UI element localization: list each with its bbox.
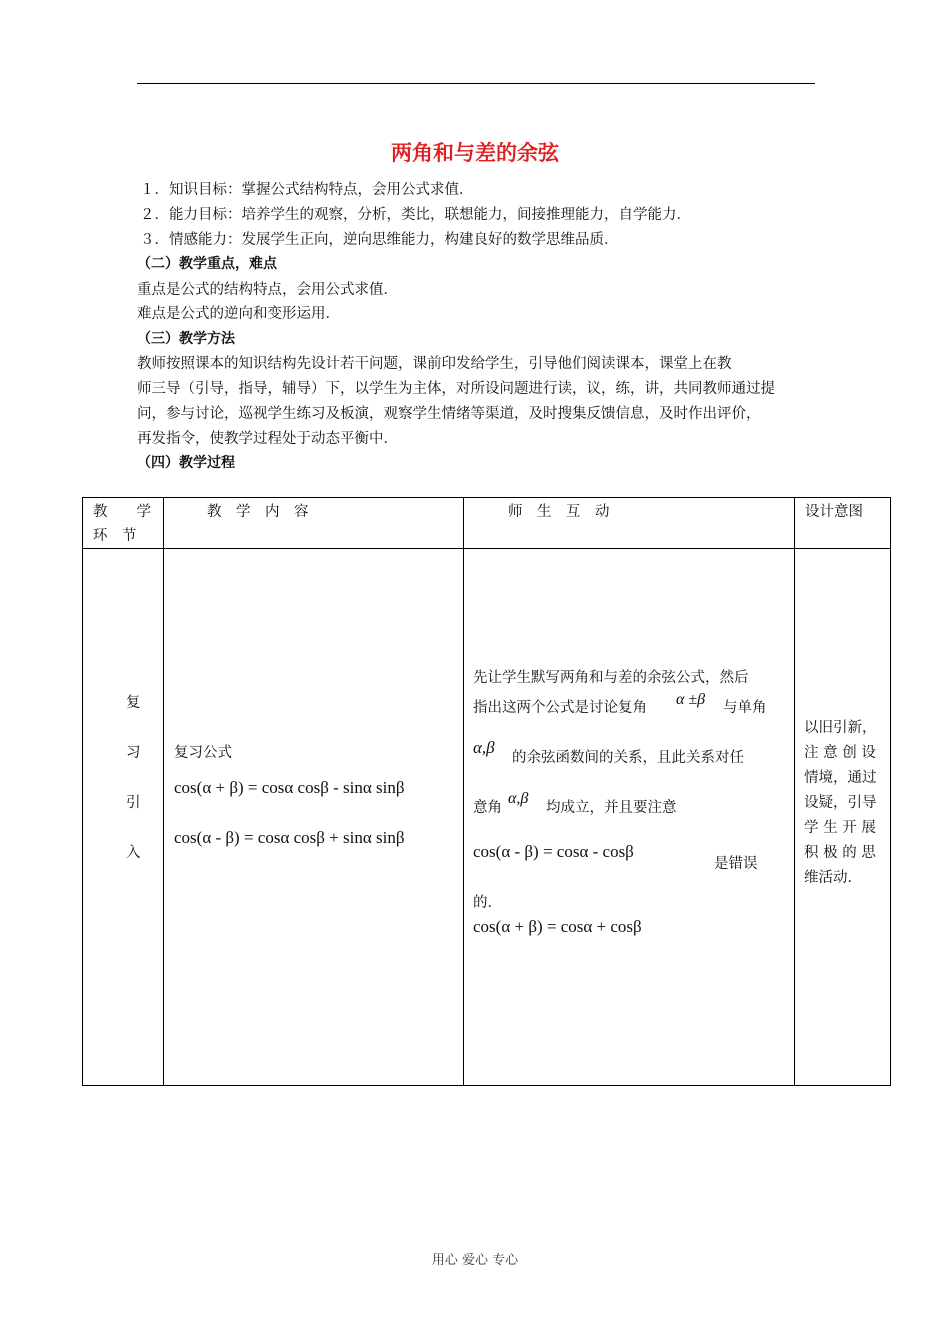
page-title: 两角和与差的余弦 [391,141,559,165]
wrong-note: 是错误 [714,856,758,872]
wrong-formula-sum: cos(α + β) = cosα + cosβ [473,917,642,936]
objective-3: ３．情感能力：发展学生正向，逆向思维能力，构建良好的数学思维品质． [140,232,619,248]
section4-heading: （四）教学过程 [137,455,235,471]
content-label: 复习公式 [174,745,232,761]
intent-line-1: 以旧引新， [804,720,877,736]
interaction-line-4-tail: 均成立，并且要注意 [546,800,677,816]
interaction-line-1: 先让学生默写两角和与差的余弦公式，然后 [473,670,749,686]
intent-cell [795,549,891,1086]
section3-heading: （三）教学方法 [137,331,235,347]
intent-line-4: 设疑，引导 [804,795,877,811]
method-line-4: 再发指令，使教学过程处于动态平衡中． [137,431,398,447]
key-point: 重点是公式的结构特点，会用公式求值． [137,282,398,298]
compound-angle: α ±β [676,691,706,708]
content-cell [164,549,464,1086]
page-footer: 用心 爱心 专心 [431,1253,519,1268]
interaction-line-2-tail: 与单角 [723,700,767,716]
header-stage-line2: 环 节 [93,528,137,544]
interaction-line-3: 的余弦函数间的关系，且此关系对任 [512,750,744,766]
interaction-cell [464,549,795,1086]
stage-char-3: 引 [126,795,141,811]
method-line-2: 师三导（引导，指导，辅导）下，以学生为主体，对所设问题进行读，议，练，讲，共同教师通过提 [137,381,775,397]
formula-cos-sum: cos(α + β) = cosα cosβ - sinα sinβ [174,778,405,797]
header-interaction-label: 师 生 互 动 [508,504,610,520]
header-content-label: 教 学 内 容 [207,504,309,520]
table-row [83,549,891,1086]
header-stage-line1: 教 学 [93,504,151,520]
stage-char-4: 入 [126,845,141,861]
section2-heading: （二）教学重点，难点 [137,256,277,272]
table-header-row [83,498,891,549]
process-table [82,497,891,1086]
intent-line-6: 积 极 的 思 [804,845,876,861]
method-line-3: 问，参与讨论，巡视学生练习及板演，观察学生情绪等渠道，及时搜集反馈信息，及时作出评价， [137,406,761,422]
header-content [164,498,464,549]
wrong-formula-diff: cos(α - β) = cosα - cosβ [473,842,634,861]
stage-char-1: 复 [126,695,141,711]
intent-line-5: 学 生 开 展 [804,820,876,836]
stage-char-2: 习 [126,745,141,761]
header-interaction [464,498,795,549]
wrong-note-tail: 的． [473,895,502,911]
intent-line-2: 注 意 创 设 [804,745,876,761]
header-rule [137,83,815,84]
method-line-1: 教师按照课本的知识结构先设计若干问题，课前印发给学生，引导他们阅读课本，课堂上在教 [137,356,732,372]
interaction-line-2: 指出这两个公式是讨论复角 [473,700,647,716]
any-angles: α,β [508,790,529,807]
objective-1: １．知识目标：掌握公式结构特点，会用公式求值． [140,182,474,198]
header-intent [795,498,891,549]
intent-line-3: 情境，通过 [804,770,877,786]
difficult-point: 难点是公式的逆向和变形运用． [137,306,340,322]
single-angles: α,β [473,738,495,757]
header-stage [83,498,164,549]
objective-2: ２．能力目标：培养学生的观察，分析，类比，联想能力，间接推理能力，自学能力． [140,207,691,223]
header-intent-label: 设计意图 [805,504,863,520]
stage-cell [83,549,164,1086]
intent-line-7: 维活动． [804,870,862,886]
interaction-line-4: 意角 [473,800,502,816]
formula-cos-diff: cos(α - β) = cosα cosβ + sinα sinβ [174,828,405,847]
